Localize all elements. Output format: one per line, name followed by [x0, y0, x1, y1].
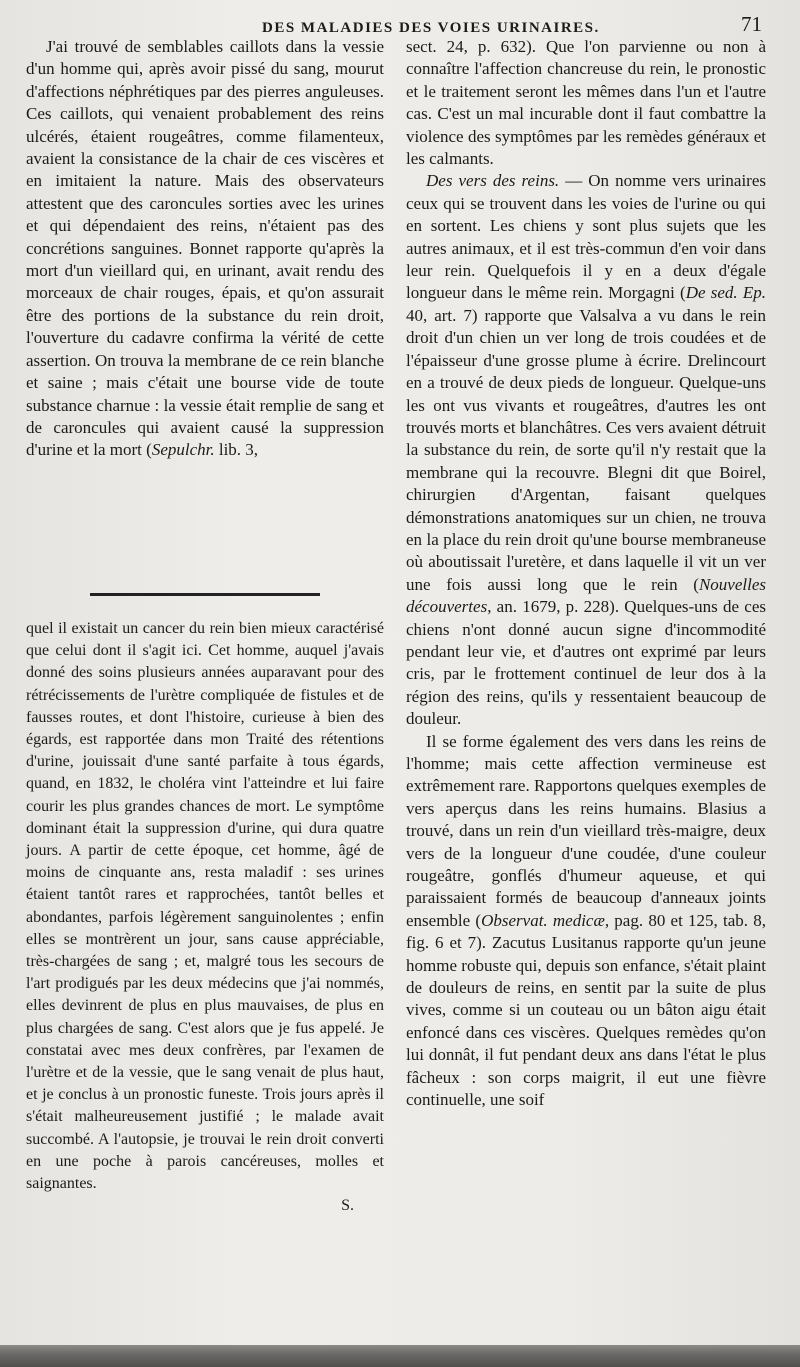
observat-reference: Observat. medicæ: [481, 910, 605, 930]
footnote-text: quel il existait un cancer du rein bien mieux caractérisé que celui dont il s'agit ici. Cet homme, auquel j'avais donné des soins plusieurs années auparavant pour des rétrécissements de l'urètre compliquée de fistules et de fausses routes, et dont l'histoire, curieuse à bien des égards, est rapportée dans mon Traité des rétentions d'urine, jouissait d'une santé parfaite à tous égards, quand, en 1832, le choléra vint l'atteindre et lui faire courir les plus grandes chances de mort. Le symptôme dominant était la suppression d'urine, qui dura quatre jours. A partir de cette époque, cet homme, âgé de moins de cinquante ans, resta maladif : ses urines étaient tantôt rares et rapprochées, tantôt belles et abondantes, parfois légèrement sanguinolentes ; enfin elles se montrèrent un jour, sans cause appréciable, très-chargées de sang ; et, malgré tous les secours de l'art prodigués par les deux médecins que j'ai nommés, elles devinrent de plus en plus mauvaises, de plus en plus chargées de sang. C'est alors que je fus appelé. Je constatai avec mes deux confrères, par l'examen de l'urètre et de la vessie, que le sang venait de plus haut, et je conclus à un pronostic funeste. Trois jours après il s'était malheureusement justifié ; le malade avait succombé. A l'autopsie, je trouvai le rein droit converti en une poche à parois cancéreuses, molles et saignantes.: [26, 620, 384, 1193]
right-paragraph-1: sect. 24, p. 632). Que l'on parvienne ou non à connaître l'affection chancreuse du rein, le pronostic et le traitement seront les mêmes dans l'un et l'autre cas. C'est un mal incurable dont il faut combattre la violence des symptômes par les remèdes généraux et les calmants.: [406, 37, 766, 169]
right-column: [406, 36, 766, 1112]
p2-text-b: 40, art. 7) rapporte que Valsalva a vu dans le rein droit d'un chien un ver long de trois coudées et de l'épaisseur d'une grosse plume à écrire. Drelincourt en a trouvé de deux pieds de longueur. Quelque-uns les ont vus vivants et rougeâtres, d'autres les ont trouvés morts et blanchâtres. Ces vers avaient détruit la substance du rein, de sorte qu'il n'y restait que la membrane qui la recouvre. Blegni dit que Boirel, chirurgien d'Argentan, faisant quelques démonstrations anatomiques sur un chien, ne trouva en la place du rein droit qu'une bourse membraneuse où aboutissait l'uretère, et dans laquelle il vit un ver une fois aussi long que le rein (: [406, 305, 766, 594]
nouvelles-decouvertes-reference: Nouvelles découvertes: [406, 574, 766, 617]
page-number: 71: [741, 12, 762, 36]
running-title: DES MALADIES DES VOIES URINAIRES.: [262, 20, 600, 36]
left-paragraph-end: lib. 3,: [214, 440, 259, 460]
p3-text-b: , pag. 80 et 125, tab. 8, fig. 6 et 7). Zacutus Lusitanus rapporte qu'un jeune homme robuste qui, depuis son enfance, s'était plaint de douleurs de reins, en sentit par la suite de plus vives, comme si un couteau ou un bâton aigu était enfoncé dans ces viscères. Quelques remèdes qu'on lui donnât, il fut pendant deux ans dans l'état le plus fâcheux : son corps maigrit, il eut une fièvre continuelle, une soif: [406, 910, 766, 1110]
footnote-signature: S.: [341, 1197, 354, 1215]
section-title-vers-des-reins: Des vers des reins.: [426, 171, 560, 191]
left-column-main: [26, 36, 384, 462]
left-paragraph-text: J'ai trouvé de semblables caillots dans la vessie d'un homme qui, après avoir pissé du sang, mourut d'affections néphrétiques par des pierres anguleuses. Ces caillots, qui venaient probablement des reins ulcérés, étaient rougeâtres, comme filamenteux, avaient la consistance de la chair de ces viscères et en imitaient la nature. Mais des observateurs attestent que des caroncules sorties avec les urines et qui dépendaient des reins, n'étaient pas des concrétions sanguines. Bonnet rapporte qu'après la mort d'un vieillard qui, en urinant, avait rendu des morceaux de chair rouges, épais, et qu'on assurait être des portions de la substance du rein droit, l'ouverture du cadavre confirma la vérité de cette assertion. On trouva la membrane de ce rein blanche et saine ; mais c'était une bourse vide de toute substance charnue : la vessie était remplie de sang et de caroncules qui avaient causé la suppression d'urine et la mort (: [26, 37, 384, 460]
running-head: [262, 6, 762, 34]
left-paragraph: [26, 36, 384, 462]
p3-text-a: Il se forme également des vers dans les reins de l'homme; mais cette affection vermineuse est extrêmement rare. Rapportons quelques exemples de vers aperçus dans les reins humains. Blasius a trouvé, dans un rein d'un vieillard très-maigre, deux vers de la longueur d'une coudée, d'une couleur rougeâtre, gonflés d'humeur aqueuse, et qui paraissaient formés de beaucoup d'anneaux joints ensemble (: [406, 731, 766, 930]
p2-text-c: , an. 1679, p. 228). Quelques-uns de ces chiens n'ont donné aucun signe d'incommodité pendant leur vie, et d'autres ont exprimé par leurs cris, par le frottement continuel de leur dos à la région des reins, qu'ils y ressentaient beaucoup de douleur.: [406, 597, 766, 729]
left-column-footnote: [26, 618, 384, 1217]
footnote-divider: [90, 593, 320, 596]
p2-text-a: — On nomme vers urinaires ceux qui se trouvent dans les voies de l'urine ou qui en sortent. Les chiens y sont plus sujets que les autres animaux, et il est très-commun d'en voir dans leur rein. Quelquefois il y en a deux d'égale longueur dans le même rein. Morgagni (: [406, 171, 766, 303]
sepulchr-reference: Sepulchr.: [151, 440, 215, 460]
morgagni-reference: De sed. Ep.: [685, 283, 766, 303]
right-paragraph-3: [406, 731, 766, 1112]
page-bottom-edge: [0, 1345, 800, 1367]
right-paragraph-2: [406, 170, 766, 730]
